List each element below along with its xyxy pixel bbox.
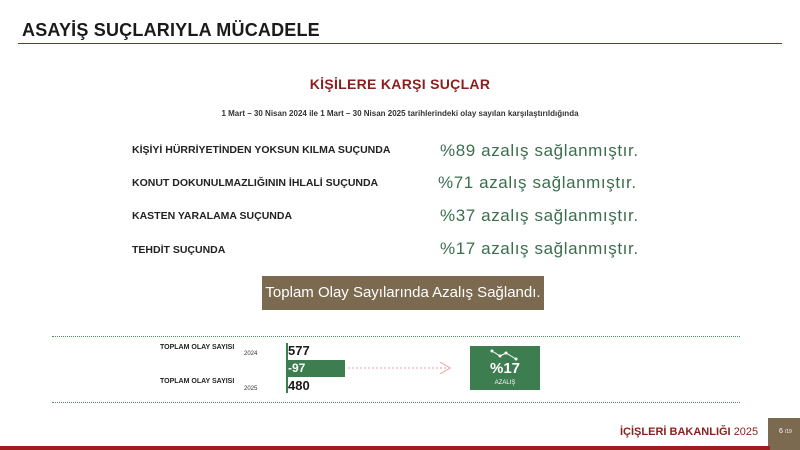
dotted-divider-bottom bbox=[52, 402, 740, 403]
header-divider bbox=[18, 43, 782, 44]
page-title: ASAYİŞ SUÇLARIYLA MÜCADELE bbox=[22, 20, 320, 40]
ministry-name: İÇİŞLERİ BAKANLIĞI bbox=[620, 426, 731, 438]
difference-value: -97 bbox=[288, 361, 306, 375]
total-label-2024: TOPLAM OLAY SAYISI bbox=[160, 344, 235, 351]
page-number bbox=[779, 428, 792, 435]
row-value: %37 azalış sağlanmıştır. bbox=[440, 206, 639, 225]
section-caption: 1 Mart – 30 Nisan 2024 ile 1 Mart – 30 Nisan 2025 tarihlerindeki olay sayılan karşılaştırıldığında bbox=[221, 109, 579, 118]
section-title: KİŞİLERE KARŞI SUÇLAR bbox=[309, 76, 491, 92]
difference-bar bbox=[286, 360, 345, 377]
row-label: KONUT DOKUNULMAZLIĞININ İHLALİ SUÇUNDA bbox=[132, 177, 379, 189]
kpi-value: %17 bbox=[489, 360, 521, 377]
total-value-2025: 480 bbox=[288, 378, 310, 393]
row-value: %17 azalış sağlanmıştır. bbox=[440, 239, 639, 258]
footer-brand bbox=[620, 426, 758, 438]
summary-banner: Toplam Olay Sayılarında Azalış Sağlandı. bbox=[262, 276, 544, 310]
row-label: KASTEN YARALAMA SUÇUNDA bbox=[132, 210, 293, 222]
page-total: /19 bbox=[784, 429, 792, 435]
page-current: 6 bbox=[779, 428, 783, 435]
total-value-2024: 577 bbox=[288, 343, 310, 358]
row-label: KİŞİYİ HÜRRİYETİNDEN YOKSUN KILMA SUÇUNDA bbox=[132, 144, 391, 156]
year-label-2024: 2024 bbox=[244, 351, 258, 357]
footer-year: 2025 bbox=[733, 426, 759, 438]
row-value: %71 azalış sağlanmıştır. bbox=[438, 173, 637, 192]
arrow-right-icon bbox=[346, 360, 458, 376]
year-label-2025: 2025 bbox=[244, 386, 258, 392]
dotted-divider-top bbox=[52, 336, 740, 337]
kpi-label: AZALIŞ bbox=[494, 380, 516, 386]
kpi-card bbox=[470, 346, 540, 390]
total-label-2025: TOPLAM OLAY SAYISI bbox=[160, 378, 235, 385]
row-value: %89 azalış sağlanmıştır. bbox=[440, 141, 639, 160]
row-label: TEHDİT SUÇUNDA bbox=[132, 244, 226, 256]
bottom-accent-bar bbox=[0, 446, 770, 450]
